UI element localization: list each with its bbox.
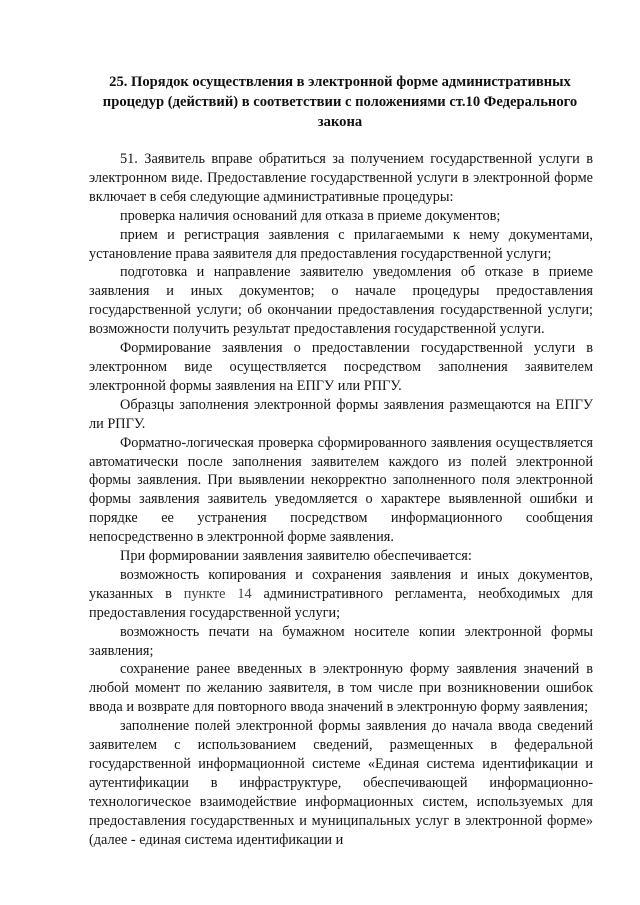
paragraph-samples: Образцы заполнения электронной формы заявления размещаются на ЕПГУ ли РПГУ. <box>89 396 593 432</box>
copy-save-text-before: возможность копирования и сохранения заявления и иных документов, указанных в <box>89 566 593 602</box>
clause-14-link[interactable]: пункте 14 <box>183 585 252 602</box>
section-heading <box>80 72 600 132</box>
paragraph-autofill: заполнение полей электронной формы заявления до начала ввода сведений заявителем с использованием сведений, размещенных в федеральной государственной информационной системе «Единая система идентификации и аутентификации в инфраструктуре, обеспечивающей информационно-технологическое взаимодействие информационных систем, используемых для предоставления государственных и муниципальных услуг в электронной форме» (далее - единая система идентификации и <box>89 718 593 848</box>
paragraph-save-values: сохранение ранее введенных в электронную форму заявления значений в любой момент по желанию заявителя, в том числе при возникновении ошибок ввода и возврате для повторного ввода значений в электронную форму заявления; <box>89 661 593 716</box>
paragraph-notification: подготовка и направление заявителю уведомления об отказе в приеме заявления и иных документов; о начале процедуры предоставления государственной услуги; об окончании предоставления государственной услуги; возможности получить результат предоставления государственной услуги. <box>89 264 593 338</box>
paragraph-receipt-registration: прием и регистрация заявления с прилагаемыми к нему документами, установление права заявителя для предоставления государственной услуги; <box>89 226 593 262</box>
paragraph-copy-save <box>89 566 593 623</box>
heading-line-1: 25. Порядок осуществления в электронной форме административных <box>109 74 571 90</box>
paragraph-provided: При формировании заявления заявителю обеспечивается: <box>120 548 472 565</box>
copy-save-text-after: административного регламента, необходимых для предоставления государственной услуги; <box>89 585 593 621</box>
document-body <box>89 150 593 850</box>
paragraph-51-intro: 51. Заявитель вправе обратиться за получением государственной услуги в электронном виде. Предоставление государственной услуги в электронной форме включает в себя следующие административные процедуры: <box>89 151 593 205</box>
heading-line-2: процедур (действий) в соответствии с положениями ст.10 Федерального <box>102 94 578 110</box>
heading-line-3: закона <box>317 114 363 130</box>
paragraph-form-filling: Формирование заявления о предоставлении государственной услуги в электронном виде осуществляется посредством заполнения заявителем электронной формы заявления на ЕПГУ или РПГУ. <box>89 340 593 394</box>
paragraph-print: возможность печати на бумажном носителе копии электронной формы заявления; <box>89 623 593 659</box>
paragraph-check-grounds: проверка наличия оснований для отказа в приеме документов; <box>120 207 501 224</box>
paragraph-format-check: Форматно-логическая проверка сформированного заявления осуществляется автоматически после заполнения заявителем каждого из полей электронной формы заявления. При выявлении некорректно заполненного поля электронной формы заявления заявитель уведомляется о характере выявленной ошибки и порядке ее устранения посредством информационного сообщения непосредственно в электронной форме заявления. <box>89 434 593 546</box>
